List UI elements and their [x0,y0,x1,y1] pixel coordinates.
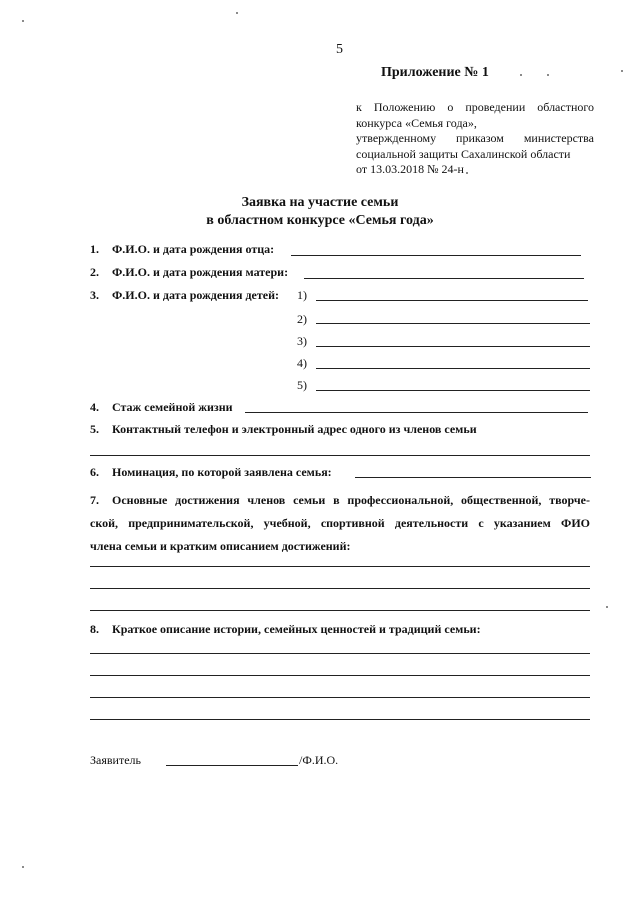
item-label: Краткое описание истории, семейных ценностей и традиций семьи: [112,622,481,636]
child-number: 2) [297,312,307,326]
scan-speck [520,74,522,76]
child-number: 5) [297,378,307,392]
item-number: 1. [90,242,99,256]
item-father [90,242,274,257]
child-field-line[interactable] [316,368,590,369]
scan-speck [621,70,623,72]
signature-fio-label: /Ф.И.О. [299,753,339,767]
item-nomination [90,465,332,480]
page-number: 5 [336,42,343,57]
marriage-length-field-line[interactable] [245,412,588,413]
reference-block [356,100,594,178]
item-children [90,288,279,303]
achievements-field-line[interactable] [90,566,590,567]
form-title-line: в областном конкурсе «Семья года» [206,213,434,228]
child-field-line[interactable] [316,323,590,324]
item-label: Контактный телефон и электронный адрес одного из членов семьи [112,422,477,436]
signature-field-line[interactable] [166,765,298,766]
form-title [0,194,640,230]
item-number: 4. [90,400,99,414]
child-number: 3) [297,334,307,348]
nomination-field-line[interactable] [355,477,591,478]
reference-line: конкурса «Семья года», [356,115,477,130]
child-field-line[interactable] [316,300,588,301]
item-label: Стаж семейной жизни [112,400,233,414]
item-label: Ф.И.О. и дата рождения отца: [112,242,275,256]
item-family-history [90,622,481,637]
item-label: Ф.И.О. и дата рождения детей: [112,288,280,302]
child-number: 1) [297,288,307,302]
item-number: 8. [90,622,99,636]
reference-line: к Положению о проведении областного [356,100,594,114]
applicant-label: Заявитель [90,753,141,767]
family-history-field-line[interactable] [90,697,590,698]
mother-field-line[interactable] [304,278,584,279]
item-number: 2. [90,265,99,279]
child-number: 4) [297,356,307,370]
scan-speck [236,12,238,14]
family-history-field-line[interactable] [90,719,590,720]
form-title-line: Заявка на участие семьи [241,195,399,210]
scan-speck [22,866,24,868]
item-number: 7. [90,493,99,507]
scan-speck [547,74,549,76]
family-history-field-line[interactable] [90,653,590,654]
item-number: 5. [90,422,99,436]
father-field-line[interactable] [291,255,581,256]
reference-line: утвержденному приказом министерства [356,131,594,145]
scan-speck [22,20,24,22]
contacts-field-line[interactable] [90,455,590,456]
family-history-field-line[interactable] [90,675,590,676]
achievements-text-line: ской, предпринимательской, учебной, спортивной деятельности с указанием ФИО [90,516,590,530]
item-achievements [90,489,590,558]
achievements-text: Основные достижения членов семьи в профессиональной, общественной, творче- [112,493,590,507]
item-number: 3. [90,288,99,302]
achievements-field-line[interactable] [90,588,590,589]
item-label: Ф.И.О. и дата рождения матери: [112,265,289,279]
reference-line: социальной защиты Сахалинской области [356,146,571,161]
reference-line: от 13.03.2018 № 24-н [356,162,464,176]
child-field-line[interactable] [316,346,590,347]
achievements-text-line [90,489,590,512]
child-field-line[interactable] [316,390,590,391]
item-label: Номинация, по которой заявлена семья: [112,465,332,479]
item-contacts [90,422,477,437]
item-mother [90,265,288,280]
item-marriage-length [90,400,233,415]
scan-speck [606,606,608,608]
appendix-title: Приложение № 1 [381,65,489,80]
achievements-field-line[interactable] [90,610,590,611]
scan-speck [466,172,468,174]
item-number: 6. [90,465,99,479]
achievements-text-line: члена семьи и кратким описанием достижений: [90,539,351,553]
